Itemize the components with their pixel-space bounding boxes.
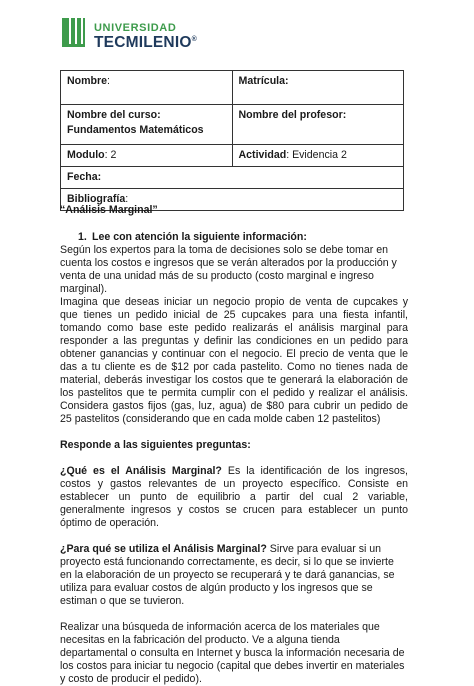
- row-curso: [61, 105, 404, 145]
- document-title: “Análisis Marginal”: [60, 204, 158, 216]
- document-body: [60, 204, 408, 686]
- modulo-value: : 2: [104, 149, 117, 161]
- paragraph-experts: Según los expertos para la toma de decisiones solo se debe tomar en cuenta los costos e ingresos que se verán alterados por la producción y venta de una unidad más de su producto (costo marginal e ingreso marginal).: [60, 244, 397, 295]
- curso-label: Nombre del curso: Fundamentos Matemáticos: [67, 109, 204, 136]
- paragraph-research: Realizar una búsqueda de información acerca de los materiales que necesitas en la fabricación del producto. Ve a alguna tienda departamental o consulta en Internet y busca la información necesaria de los costos para iniciar tu negocio (capital que debes invertir en materiales y costo de producir el pedido).: [60, 621, 405, 685]
- item-heading-text: Lee con atención la siguiente información:: [92, 231, 307, 243]
- logo-tecmilenio-text: [94, 34, 197, 52]
- questions-heading: Responde a las siguientes preguntas:: [60, 439, 251, 451]
- row-modulo: [61, 145, 404, 167]
- student-info-table: [60, 70, 404, 211]
- paragraph-cupcakes: Imagina que deseas iniciar un negocio propio de venta de cupcakes y que tienes un pedido inicial de 25 cupcakes para una fiesta infantil, tomando como base este pedido realizarás el análisis marginal para responder a las preguntas y definir las condiciones en un pedido para obtener ganancias y continuar con el negocio. El precio de venta que le das a tu cliente es de $12 por cada pastelito. Como no tienes nada de material, deberás investigar los costos que te generará la elaboración de los pastelitos que te permita cumplir con el pedido y realizar el análisis. Considera gastos fijos (gas, luz, agua) de $80 para cubrir un pedido de 25 pastelitos (considerando que en cada molde caben 12 pastelitos): [60, 296, 408, 425]
- tecmilenio-logo-icon: [62, 18, 90, 48]
- logo-registered-mark: ®: [191, 35, 197, 43]
- actividad-label: Actividad: [238, 149, 287, 161]
- row-fecha: [61, 167, 404, 189]
- logo-university-text: UNIVERSIDAD: [94, 22, 177, 34]
- item-number: 1.: [78, 231, 87, 243]
- question-2: ¿Para qué se utiliza el Análisis Marginal?: [60, 543, 267, 555]
- logo-tecmilenio-word: TECMILENIO: [94, 34, 192, 51]
- matricula-label: Matrícula:: [238, 75, 289, 87]
- fecha-label: Fecha:: [67, 171, 102, 183]
- answer-1: Es la identificación de los ingresos, costos y gastos relevantes de un proyecto específico. Consiste en establecer un punto de equilibrio a partir del cual 2 variable, generalmente ingresos y costos se crucen para establecer un punto óptimo de operación.: [60, 465, 408, 529]
- cell-modulo: [61, 145, 233, 167]
- question-answer-1: [60, 465, 408, 530]
- nombre-separator: :: [107, 75, 110, 87]
- row-nombre: [61, 71, 404, 105]
- cell-profesor: [232, 105, 404, 145]
- numbered-item-heading: [60, 231, 408, 244]
- question-answer-2: [60, 543, 408, 608]
- cell-actividad: [232, 145, 404, 167]
- nombre-label: Nombre: [67, 75, 108, 87]
- profesor-label: Nombre del profesor:: [238, 109, 347, 121]
- bibliografia-separator: :: [125, 193, 129, 205]
- question-1: ¿Qué es el Análisis Marginal?: [60, 465, 222, 477]
- cell-nombre: [61, 71, 233, 105]
- cell-curso: [61, 105, 233, 145]
- answer-2: Sirve para evaluar si un proyecto está funcionando correctamente, es decir, si lo que se invierte en la elaboración de un proyecto se recuperará y te dará ganancias, se utiliza para evaluar costos de algún producto y los ingresos que se estiman o que se tuvieron.: [60, 543, 395, 607]
- cell-fecha: [61, 167, 404, 189]
- modulo-label: Modulo: [67, 149, 105, 161]
- bibliografia-label: Bibliografía: [67, 193, 126, 205]
- actividad-value: : Evidencia 2: [286, 149, 347, 161]
- cell-matricula: [232, 71, 404, 105]
